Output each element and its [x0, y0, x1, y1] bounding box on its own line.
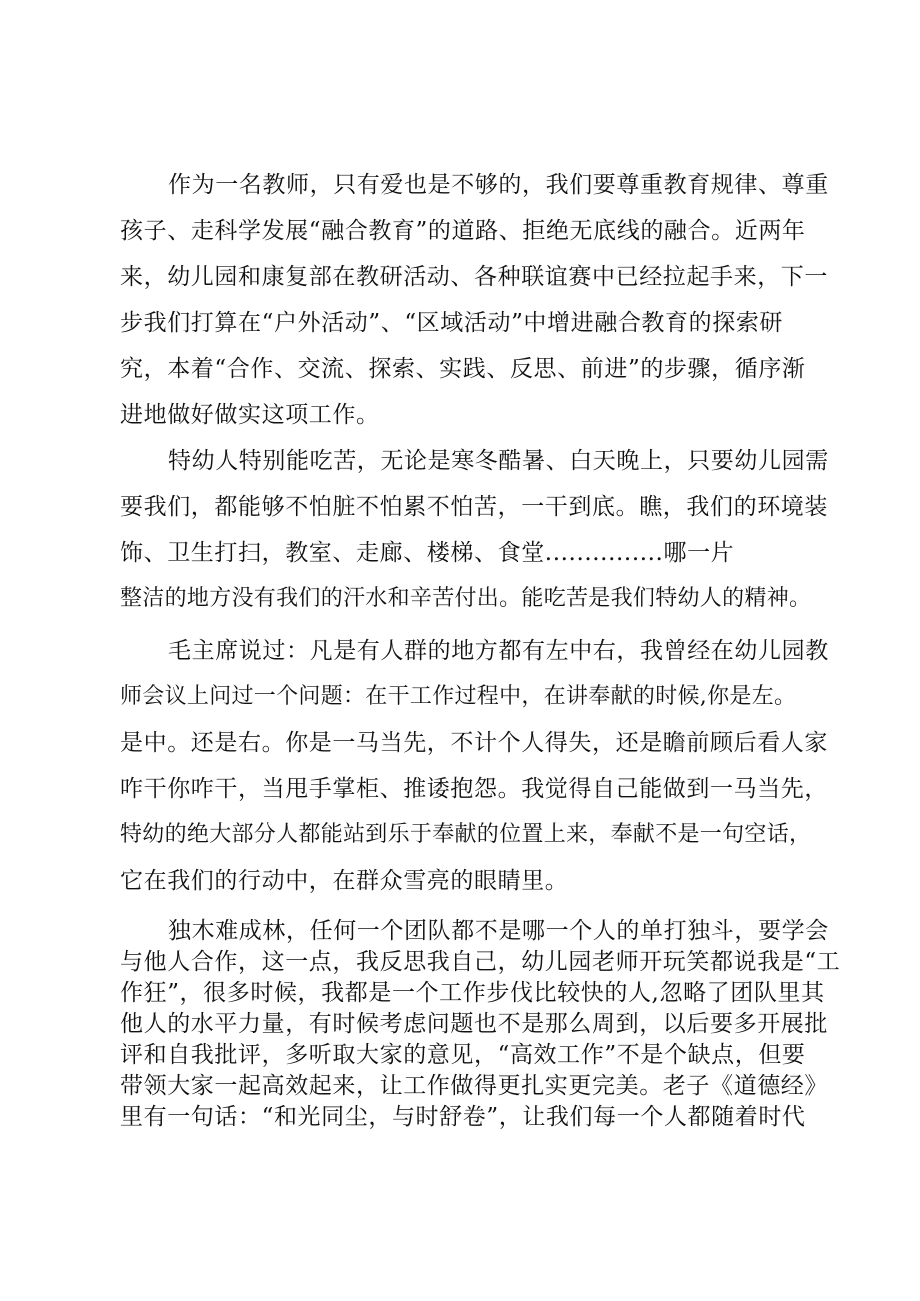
paragraph-1-line-6: 进地做好做实这项工作。 — [120, 402, 380, 428]
paragraph-2-line-4: 整洁的地方没有我们的汗水和辛苦付出。能吃苦是我们特幼人的精神。 — [120, 586, 812, 611]
paragraph-1-line-4: 步我们打算在“户外活动”、“区域活动”中增进融合教育的探索研 — [120, 310, 784, 336]
paragraph-3-line-3: 是中。还是右。你是一马当先，不计个人得失，还是瞻前顾后看人家 — [120, 730, 828, 756]
paragraph-1-line-2: 孩子、走科学发展“融合教育”的道路、拒绝无底线的融合。近两年 — [120, 218, 806, 244]
paragraph-3-line-2: 师会议上问过一个问题：在干工作过程中，在讲奉献的时候,你是左。 — [120, 684, 797, 709]
paragraph-4-line-5: 评和自我批评，多听取大家的意见，“高效工作”不是个缺点，但要 — [120, 1042, 806, 1068]
paragraph-1-line-1: 作为一名教师，只有爱也是不够的，我们要尊重教育规律、尊重 — [168, 172, 829, 198]
paragraph-3-line-6: 它在我们的行动中，在群众雪亮的眼睛里。 — [120, 868, 569, 894]
paragraph-4-line-1: 独木难成林，任何一个团队都不是哪一个人的单打独斗，要学会 — [168, 918, 829, 944]
paragraph-1-line-5: 究，本着“合作、交流、探索、实践、反思、前进”的步骤，循序渐 — [120, 356, 806, 382]
paragraph-2-line-2: 要我们，都能够不怕脏不怕累不怕苦，一干到底。瞧，我们的环境装 — [120, 494, 828, 520]
paragraph-4-line-7: 里有一句话：“和光同尘，与时舒卷”，让我们每一个人都随着时代 — [120, 1104, 806, 1130]
paragraph-2-line-3: 饰、卫生打扫，教室、走廊、楼梯、食堂...............哪一片 — [120, 540, 735, 566]
paragraph-2-line-1: 特幼人特别能吃苦，无论是寒冬酷暑、白天晚上，只要幼儿园需 — [168, 448, 829, 474]
paragraph-3-line-1: 毛主席说过：凡是有人群的地方都有左中右，我曾经在幼儿园教 — [168, 638, 829, 664]
paragraph-4-line-4: 他人的水平力量，有时候考虑问题也不是那么周到，以后要多开展批 — [120, 1011, 828, 1037]
paragraph-4-line-3: 作狂”，很多时候，我都是一个工作步伐比较快的人,忽略了团队里其 — [120, 980, 825, 1006]
paragraph-3-line-5: 特幼的绝大部分人都能站到乐于奉献的位置上来，奉献不是一句空话， — [120, 822, 812, 847]
paragraph-4-line-2: 与他人合作，这一点，我反思我自己，幼儿园老师开玩笑都说我是“工 — [120, 949, 841, 975]
paragraph-3-line-4: 咋干你咋干，当甩手掌柜、推诿抱怨。我觉得自己能做到一马当先， — [120, 776, 828, 802]
paragraph-4-line-6: 带领大家一起高效起来，让工作做得更扎实更完美。老子《道德经》 — [120, 1073, 828, 1099]
paragraph-1-line-3: 来，幼儿园和康复部在教研活动、各种联谊赛中已经拉起手来，下一 — [120, 264, 828, 290]
